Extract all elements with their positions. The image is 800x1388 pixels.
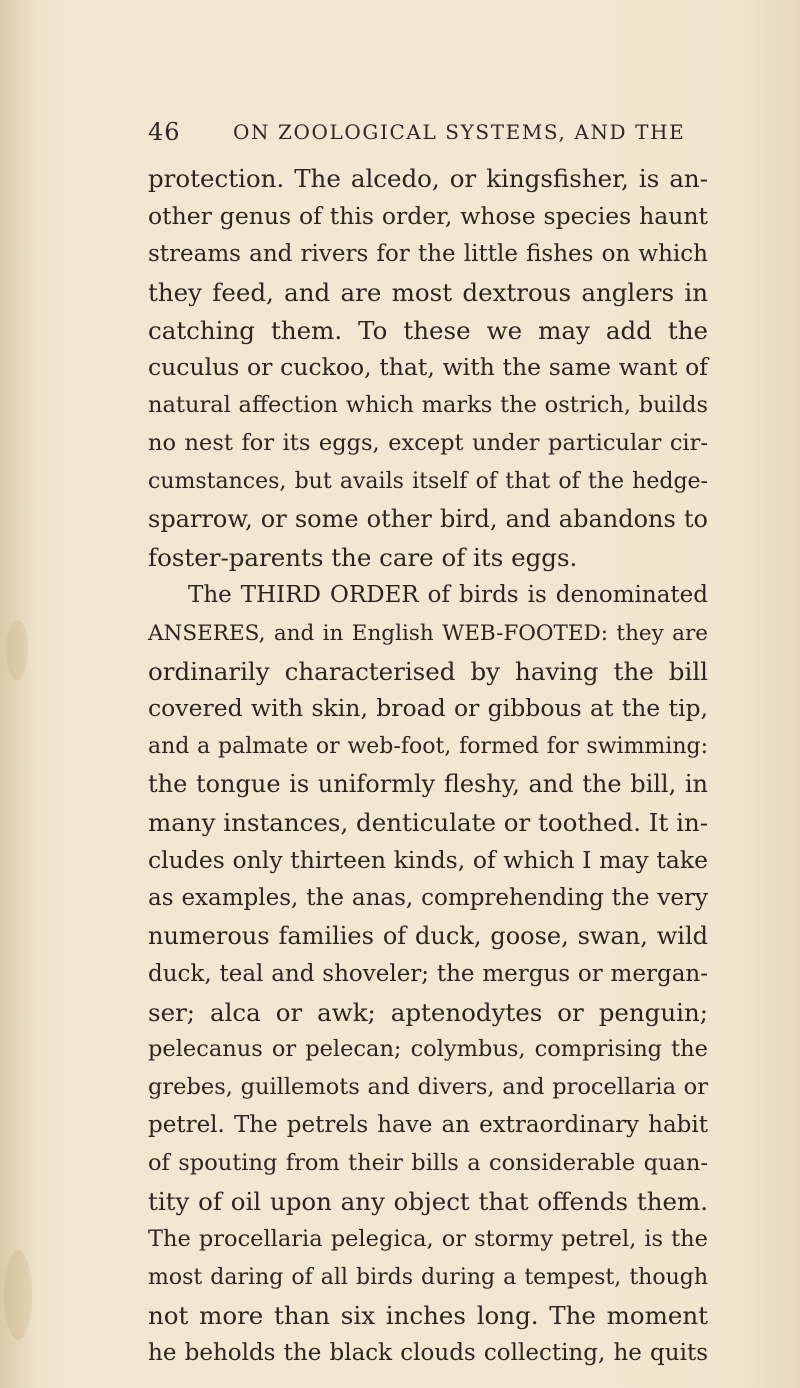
text-line: they feed, and are most dextrous anglers in xyxy=(148,277,708,307)
text-line: protection. The alcedo, or kingsfisher, is an- xyxy=(148,164,708,193)
text-line: The THIRD ORDER of birds is denominated xyxy=(188,581,708,608)
text-line: ordinarily characterised by having the bill xyxy=(148,656,708,686)
page-number: 46 xyxy=(148,118,181,146)
text-line: he beholds the black clouds collecting, he quits xyxy=(148,1339,708,1366)
text-line: pelecanus or pelecan; colymbus, comprising the xyxy=(148,1036,708,1063)
text-line: covered with skin, broad or gibbous at the tip, xyxy=(148,694,708,723)
paper-stain xyxy=(6,620,28,680)
page-header xyxy=(148,118,708,154)
text-line: sparrow, or some other bird, and abandons to xyxy=(148,505,708,534)
body-text xyxy=(148,160,708,1373)
page-edge-shadow xyxy=(0,0,34,1388)
text-line: cumstances, but avails itself of that of the hedge- xyxy=(148,469,708,495)
text-line: of spouting from their bills a considerable quan- xyxy=(148,1150,708,1177)
text-line: duck, teal and shoveler; the mergus or mergan- xyxy=(148,960,708,987)
text-line: and a palmate or web-foot, formed for swimming: xyxy=(148,734,708,760)
text-line: petrel. The petrels have an extraordinary habit xyxy=(148,1112,708,1139)
text-line: foster-parents the care of its eggs. xyxy=(148,542,578,572)
text-line: no nest for its eggs, except under particular cir- xyxy=(148,430,708,457)
text-line: many instances, denticulate or toothed. It in- xyxy=(148,808,708,838)
text-line: ser; alca or awk; aptenodytes or penguin; xyxy=(148,997,708,1027)
text-line: not more than six inches long. The moment xyxy=(148,1300,708,1330)
text-line: most daring of all birds during a tempest, though xyxy=(148,1264,708,1290)
text-line: cuculus or cuckoo, that, with the same want of xyxy=(148,353,708,382)
text-line: as examples, the anas, comprehending the very xyxy=(148,884,708,911)
text-line: natural affection which marks the ostrich, builds xyxy=(148,392,708,419)
text-line: cludes only thirteen kinds, of which I may take xyxy=(148,846,708,875)
text-line: catching them. To these we may add the xyxy=(148,315,708,345)
text-line: The procellaria pelegica, or stormy petrel, is the xyxy=(148,1225,708,1252)
text-line: tity of oil upon any object that offends them. xyxy=(148,1187,708,1217)
running-head: ON ZOOLOGICAL SYSTEMS, AND THE xyxy=(233,120,686,144)
text-line: streams and rivers for the little fishes on which xyxy=(148,240,708,267)
paper-stain xyxy=(4,1250,32,1340)
text-line: the tongue is uniformly fleshy, and the bill, in xyxy=(148,770,708,799)
text-line: other genus of this order, whose species haunt xyxy=(148,201,708,230)
text-line: ANSERES, and in English WEB-FOOTED: they are xyxy=(148,620,708,646)
text-line: numerous families of duck, goose, swan, wild xyxy=(148,921,708,950)
text-line: grebes, guillemots and divers, and procellaria or xyxy=(148,1074,708,1101)
